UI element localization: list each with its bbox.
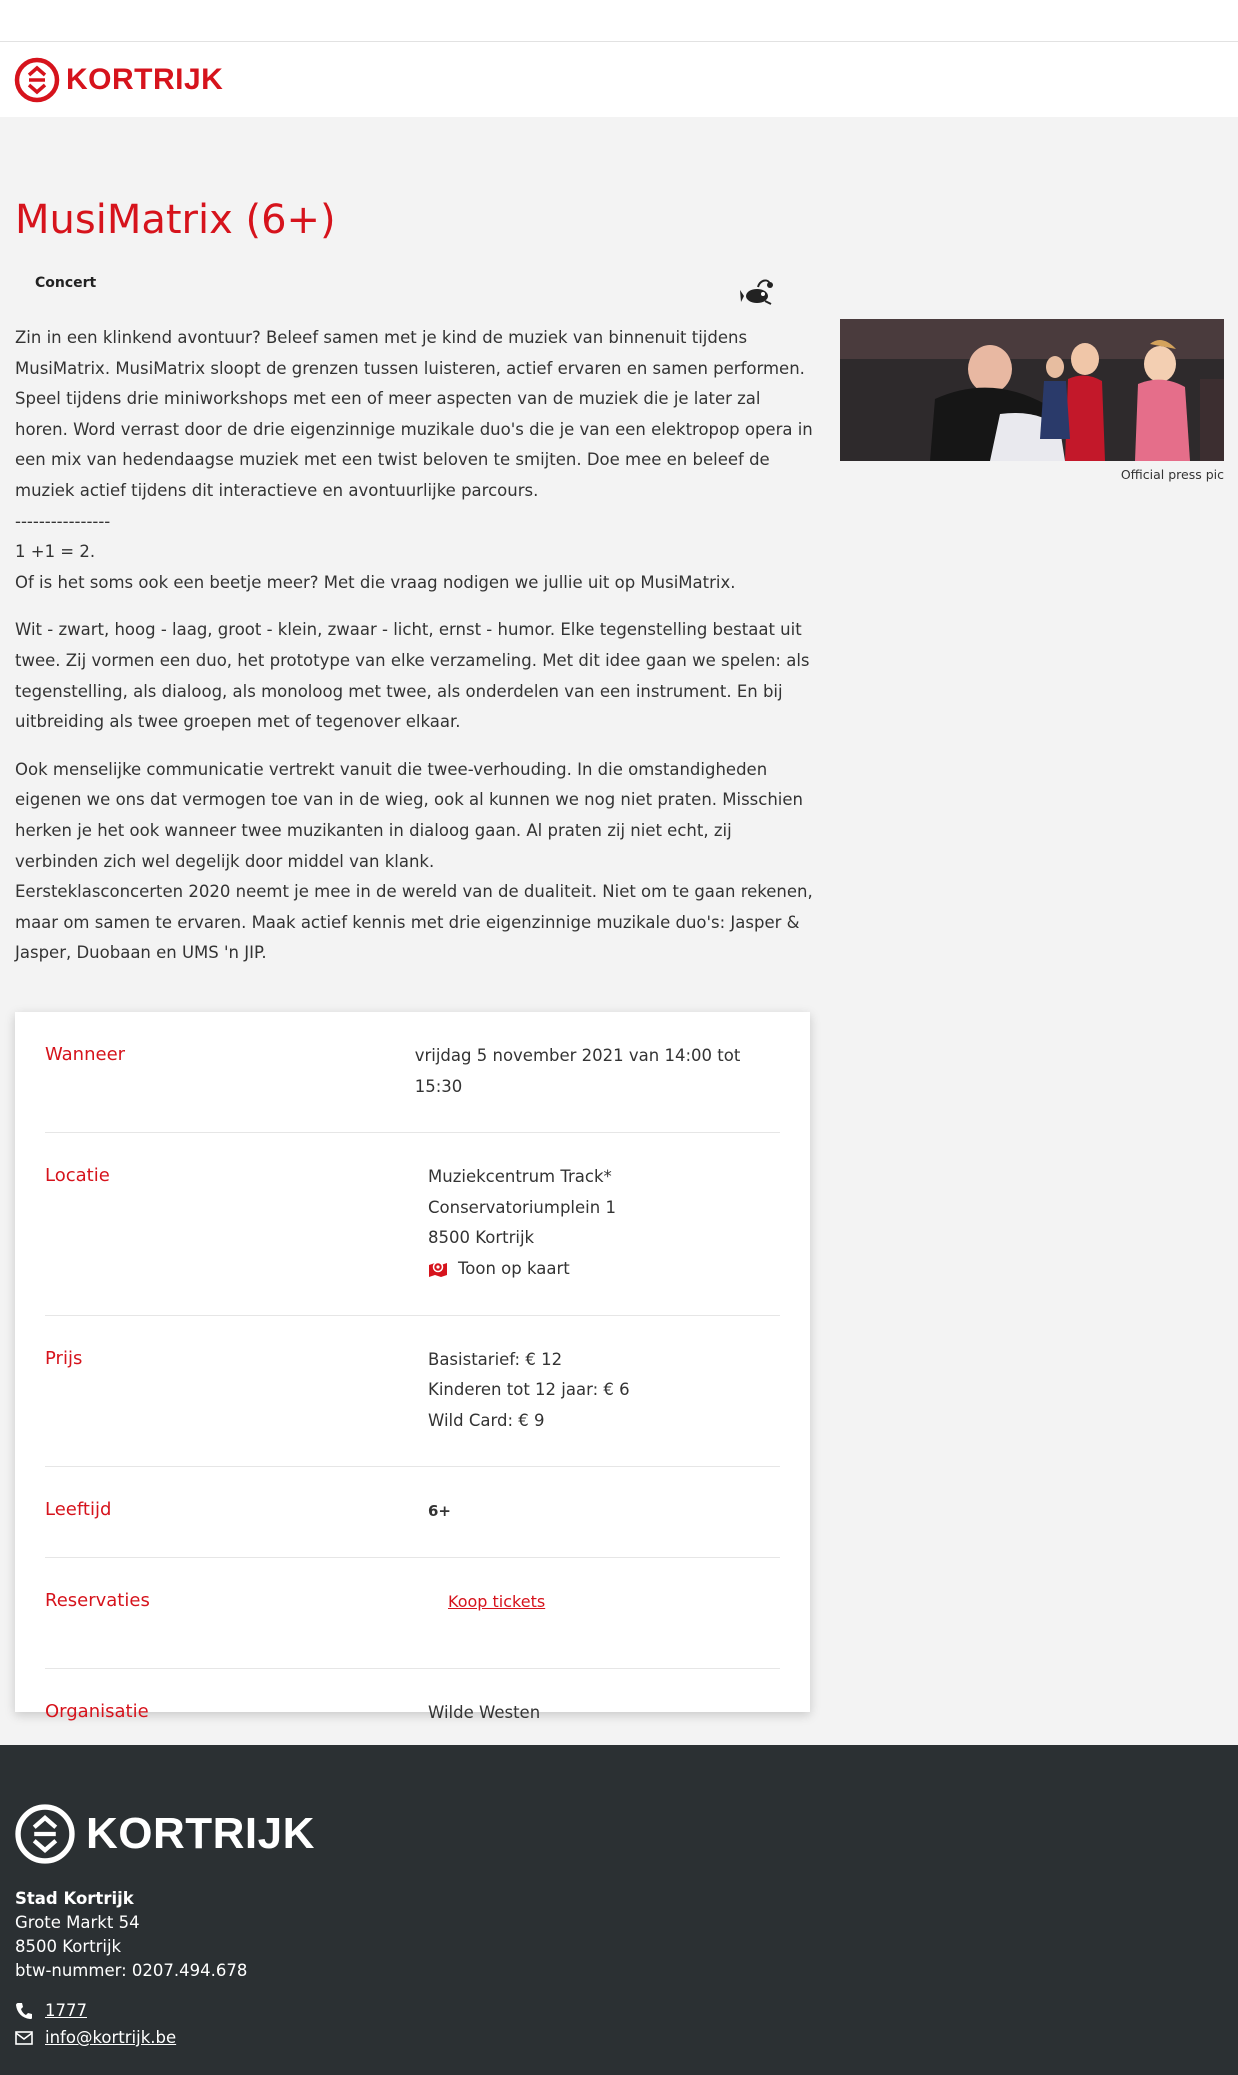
organisation-value: Wilde Westen: [428, 1702, 541, 1722]
event-description: [15, 323, 815, 986]
event-photo[interactable]: [840, 319, 1224, 461]
detail-row-when: [45, 1012, 780, 1133]
price-value: [428, 1345, 630, 1437]
footer-contact: [15, 1997, 176, 2051]
show-on-map-link[interactable]: [428, 1254, 616, 1285]
footer-logo[interactable]: [14, 1803, 315, 1865]
reservations-value: [428, 1587, 545, 1618]
description-paragraph: Wit - zwart, hoog - laag, groot - klein, zwaar - licht, ernst - humor. Elke tegenstelling bestaat uit twee. Zij vormen een duo, het prototype van elke verzameling. Met dit idee gaan we spelen: als tegenstelling, als dialoog, als monoloog met twee, als onderdelen van een instrument. En bij uitbreiding als twee groepen met of tegenover elkaar.: [15, 620, 810, 732]
organisation-label: Organisatie: [45, 1700, 149, 1722]
location-label: Locatie: [45, 1165, 110, 1187]
location-value: [428, 1162, 616, 1284]
kortrijk-emblem-icon: [14, 57, 60, 103]
top-bar: [0, 0, 1238, 42]
age-value: 6+: [428, 1502, 452, 1521]
description-paragraph: Zin in een klinkend avontuur? Beleef samen met je kind de muziek van binnenuit tijdens MusiMatrix. MusiMatrix sloopt de grenzen tussen luisteren, actief ervaren en samen performen. Speel tijdens drie miniworkshops met een of meer aspecten van de muziek die je later zal horen. Word verrast door de drie eigenzinnige muzikale duo's die je van een elektropop opera in een mix van hedendaagse muziek met een twist beloven te smijten. Doe mee en beleef de muziek actief tijdens dit interactieve en avontuurlijke parcours. ---------------- 1 +1 = 2. Of is het soms ook een beetje meer? Met die vraag nodigen we jullie uit op MusiMatrix.: [15, 328, 813, 592]
site-header: [0, 42, 1238, 117]
site-footer: [0, 1745, 1238, 2075]
email-link[interactable]: info@kortrijk.be: [45, 2028, 177, 2047]
footer-address: [15, 1887, 247, 1983]
concert-fish-icon: [740, 275, 778, 313]
footer-vat: btw-nummer: 0207.494.678: [15, 1961, 248, 1980]
detail-row-age: [45, 1467, 780, 1558]
price-line: Wild Card: € 9: [428, 1410, 545, 1430]
mail-icon: [15, 2031, 33, 2045]
buy-tickets-link[interactable]: Koop tickets: [448, 1591, 546, 1611]
page-title: MusiMatrix (6+): [15, 197, 336, 243]
price-line: Kinderen tot 12 jaar: € 6: [428, 1380, 630, 1400]
footer-address-line: Grote Markt 54: [15, 1913, 140, 1932]
footer-org-name: Stad Kortrijk: [15, 1889, 134, 1908]
map-pin-icon: [428, 1260, 450, 1278]
age-label: Leeftijd: [45, 1499, 112, 1521]
when-value: vrijdag 5 november 2021 van 14:00 tot 15:30: [414, 1046, 741, 1096]
price-line: Basistarief: € 12: [428, 1349, 563, 1369]
footer-email: [15, 2024, 176, 2051]
kortrijk-logo[interactable]: [14, 57, 223, 103]
detail-row-price: [45, 1316, 780, 1468]
photo-caption: Official press pic: [1120, 467, 1224, 482]
location-street: Conservatoriumplein 1: [428, 1197, 616, 1217]
footer-logo-text: KORTRIJK: [86, 1809, 315, 1858]
footer-address-line: 8500 Kortrijk: [15, 1937, 122, 1956]
description-paragraph: Ook menselijke communicatie vertrekt vanuit die twee-verhouding. In die omstandigheden eigenen we ons dat vermogen toe van in de wieg, ook al kunnen we nog niet praten. Misschien herken je het ook wanneer twee muzikanten in dialoog gaan. Al praten zij niet echt, zij verbinden zich wel degelijk door middel van klank. Eersteklasconcerten 2020 neemt je mee in de wereld van de dualiteit. Niet om te gaan rekenen, maar om samen te ervaren. Maak actief kennis met drie eigenzinnige muzikale duo's: Jasper & Jasper, Duobaan en UMS 'n JIP.: [15, 759, 813, 963]
phone-link[interactable]: 1777: [45, 2001, 87, 2020]
event-details-card: [15, 1012, 810, 1722]
kortrijk-emblem-icon: [14, 1803, 76, 1865]
footer-phone: [15, 1997, 176, 2024]
when-label: Wanneer: [45, 1044, 126, 1065]
location-venue: Muziekcentrum Track*: [428, 1167, 612, 1187]
location-city: 8500 Kortrijk: [428, 1228, 535, 1248]
detail-row-reservations: [45, 1558, 780, 1669]
price-label: Prijs: [45, 1347, 83, 1369]
logo-text: KORTRIJK: [66, 62, 224, 96]
detail-row-location: [45, 1133, 780, 1315]
reservations-label: Reservaties: [45, 1589, 150, 1611]
phone-icon: [15, 2002, 33, 2020]
main-content: [0, 117, 1238, 1745]
category-label: Concert: [35, 275, 97, 291]
show-on-map-label: Toon op kaart: [458, 1258, 570, 1278]
